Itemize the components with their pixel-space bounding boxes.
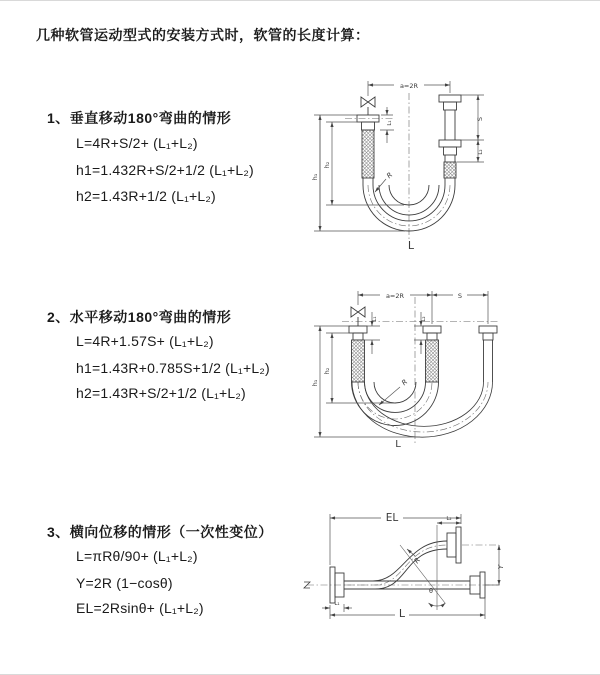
centerlines [307,545,500,585]
dim-label-a2r: a=2R [399,82,419,90]
braided-hose-section [352,340,365,382]
geometry-reference-lines [400,525,445,610]
radius-label: R [412,556,423,566]
flange [479,326,497,333]
section-2-formula-h2: h2=1.43R+S/2+1/2 (L₁+L₂) [76,385,246,401]
dim-label-l1: L₁ [334,601,340,607]
right-pipe-assembly [479,326,497,382]
section-2-heading: 2、水平移动180°弯曲的情形 [47,309,232,325]
radius-label: R [400,377,410,388]
angle-label: θ [429,587,433,595]
dimension-lines [322,514,499,619]
flange [439,95,461,102]
valve-icon [351,307,365,317]
flange [439,140,461,147]
centerlines [342,297,498,443]
page-top-edge [0,0,600,1]
section-3-formula-l: L=πRθ/90+ (L₁+L₂) [76,548,198,564]
dimension-lines [314,291,488,437]
flange-neck [444,102,457,110]
section-1-formula-h1: h1=1.432R+S/2+1/2 (L₁+L₂) [76,162,254,178]
dim-label-l2: L₂ [421,316,427,322]
lateral-displacement-diagram [295,498,600,675]
dim-label-h1: h₁ [311,173,319,181]
flange-neck [353,333,363,340]
middle-pipe-assembly [423,326,441,382]
dim-label-h2: h₂ [323,367,331,375]
dim-label-h1: h₁ [311,379,319,387]
section-1-formula-l: L=4R+S/2+ (L₁+L₂) [76,135,198,151]
vertical-180-bend-diagram [300,65,600,265]
flange [423,326,441,333]
flange-neck [362,122,375,130]
section-1-heading: 1、垂直移动180°弯曲的情形 [47,110,232,126]
flange-plate [456,527,461,563]
horizontal-180-bend-diagram [300,283,600,463]
document-title: 几种软管运动型式的安装方式时，软管的长度计算： [36,27,370,43]
braided-hose-section [426,340,439,382]
valve-icon [361,97,375,107]
left-pipe-assembly [349,307,367,382]
flange-hub [447,533,456,557]
flange-neck [483,333,493,340]
section-2-formula-h1: h1=1.43R+0.785S+1/2 (L₁+L₂) [76,360,270,376]
hose-bend-arcs-displaced [352,382,493,437]
right-pipe-assembly [439,95,461,185]
section-2-formula-l: L=4R+1.57S+ (L₁+L₂) [76,333,214,349]
dim-label-l: L [398,607,406,620]
section-3-heading: 3、横向位移的情形（一次性变位） [47,524,273,540]
section-1-formula-h2: h2=1.43R+1/2 (L₁+L₂) [76,188,216,204]
radius-label: R [385,170,395,181]
dim-label-a2r: a=2R [385,292,405,300]
flange-neck [444,147,457,155]
dim-label-s: S [476,116,484,122]
section-3-formula-el: EL=2Rsinθ+ (L₁+L₂) [76,600,204,616]
flange [349,326,367,333]
left-pipe-assembly [357,97,379,185]
braided-hose-section [444,162,456,178]
dim-label-s: S [457,292,463,300]
length-label: L [407,239,415,252]
braided-hose-section [362,130,374,178]
dim-label-l1: L₁ [372,316,378,322]
section-3-formula-y: Y=2R (1−cosθ) [76,575,173,591]
flange-neck [427,333,437,340]
dim-label-l2: L₂ [478,149,484,155]
dim-label-el: EL [385,512,399,524]
dimension-lines [314,81,484,231]
dim-label-l1: L₁ [387,120,393,126]
dim-label-y: Y [497,564,505,570]
hose-displaced-position [344,527,461,589]
dim-label-h2: h₂ [323,161,331,169]
length-label: L [395,439,401,450]
dim-label-l2: L₂ [446,516,452,522]
